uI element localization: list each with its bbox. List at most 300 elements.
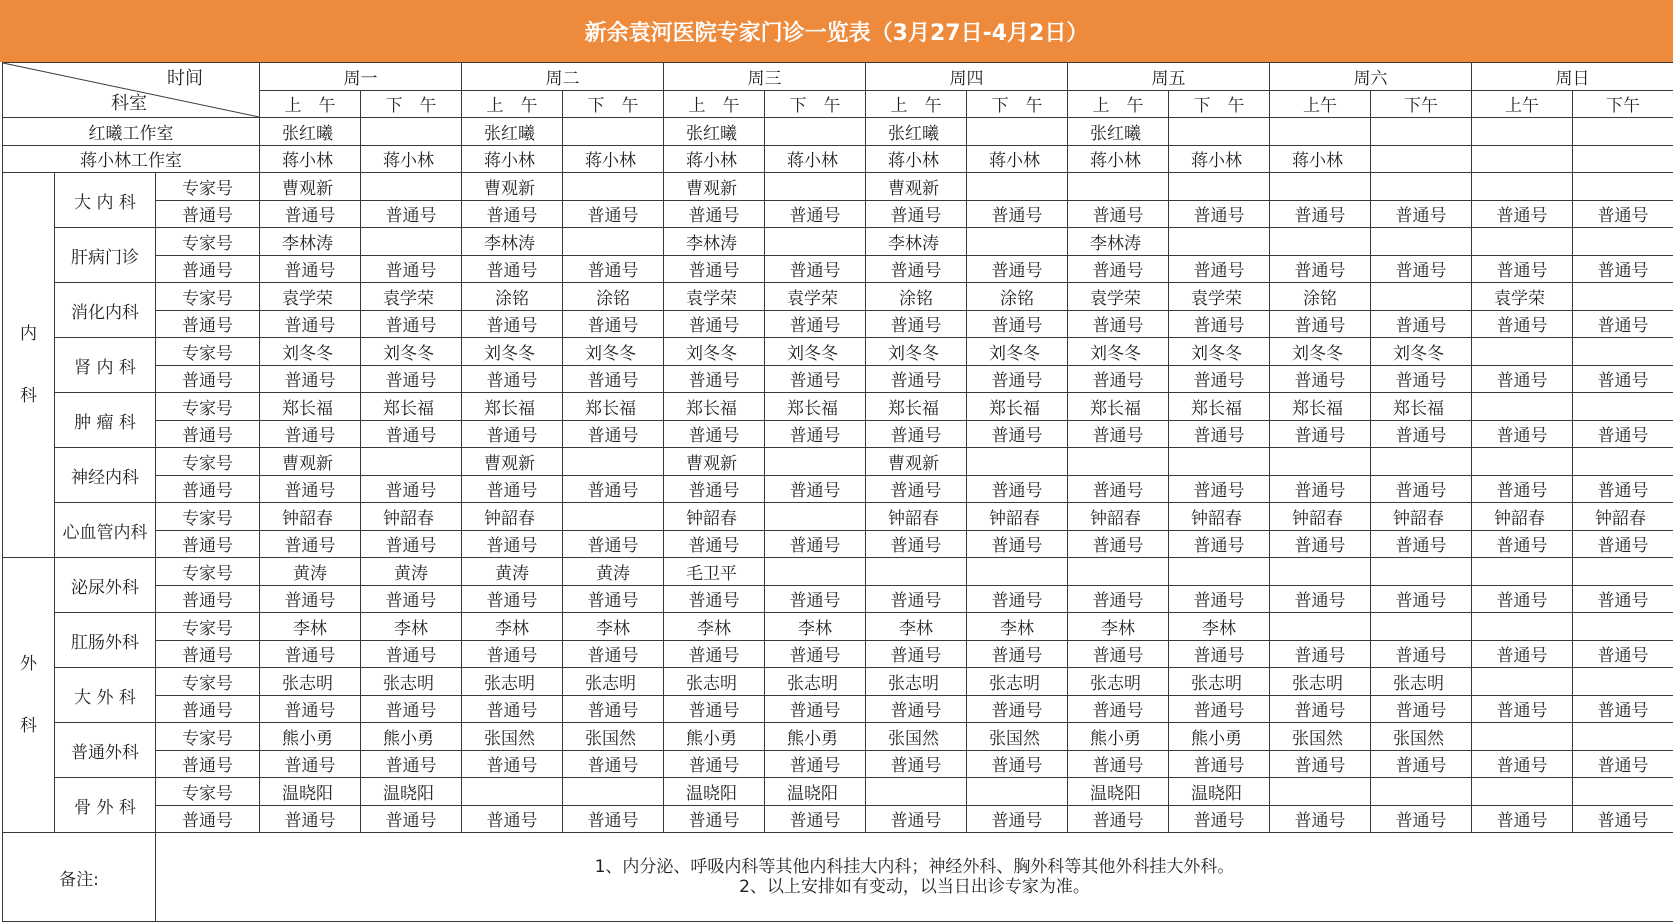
schedule-cell: 钟韶春 bbox=[1169, 503, 1270, 531]
schedule-cell: 普通号 bbox=[563, 475, 664, 503]
ticket-type: 普通号 bbox=[156, 585, 260, 613]
schedule-cell bbox=[967, 173, 1068, 201]
schedule-row bbox=[3, 668, 1673, 696]
schedule-cell bbox=[1573, 778, 1673, 806]
schedule-cell bbox=[1169, 118, 1270, 146]
schedule-cell: 普通号 bbox=[1371, 420, 1472, 448]
schedule-cell: 温晓阳 bbox=[260, 778, 361, 806]
schedule-row bbox=[3, 255, 1673, 283]
ticket-type: 普通号 bbox=[156, 750, 260, 778]
schedule-cell: 钟韶春 bbox=[664, 503, 765, 531]
pm-header: 下 午 bbox=[765, 90, 866, 118]
ticket-type: 专家号 bbox=[156, 228, 260, 256]
schedule-cell: 曹观新 bbox=[866, 448, 967, 476]
schedule-cell bbox=[1472, 448, 1573, 476]
schedule-table bbox=[2, 62, 1673, 922]
schedule-cell: 郑长福 bbox=[361, 393, 462, 421]
schedule-cell: 李林 bbox=[664, 613, 765, 641]
schedule-cell bbox=[1068, 173, 1169, 201]
group-label-char: 内 bbox=[3, 303, 54, 365]
schedule-cell: 张志明 bbox=[361, 668, 462, 696]
schedule-cell: 普通号 bbox=[260, 475, 361, 503]
ticket-type: 专家号 bbox=[156, 173, 260, 201]
schedule-cell: 普通号 bbox=[664, 310, 765, 338]
schedule-cell: 普通号 bbox=[1270, 695, 1371, 723]
schedule-cell: 普通号 bbox=[1472, 530, 1573, 558]
schedule-cell: 涂铭 bbox=[1270, 283, 1371, 311]
schedule-cell: 普通号 bbox=[866, 420, 967, 448]
schedule-cell: 张红曦 bbox=[260, 118, 361, 146]
dept-name: 大 外 科 bbox=[55, 668, 156, 723]
schedule-cell: 涂铭 bbox=[563, 283, 664, 311]
schedule-cell: 张志明 bbox=[1371, 668, 1472, 696]
schedule-cell: 普通号 bbox=[967, 640, 1068, 668]
schedule-cell: 熊小勇 bbox=[1068, 723, 1169, 751]
schedule-cell: 普通号 bbox=[361, 365, 462, 393]
schedule-cell: 李林 bbox=[1068, 613, 1169, 641]
schedule-cell: 钟韶春 bbox=[1270, 503, 1371, 531]
schedule-cell: 普通号 bbox=[563, 750, 664, 778]
schedule-cell: 张志明 bbox=[1270, 668, 1371, 696]
schedule-cell: 普通号 bbox=[260, 530, 361, 558]
schedule-row bbox=[3, 530, 1673, 558]
schedule-cell bbox=[361, 173, 462, 201]
schedule-cell: 普通号 bbox=[361, 695, 462, 723]
schedule-cell: 普通号 bbox=[1573, 200, 1673, 228]
schedule-cell: 李林 bbox=[765, 613, 866, 641]
schedule-cell: 普通号 bbox=[866, 695, 967, 723]
ticket-type: 专家号 bbox=[156, 668, 260, 696]
schedule-cell: 普通号 bbox=[765, 365, 866, 393]
group-label-char: 科 bbox=[3, 695, 54, 757]
schedule-cell: 张国然 bbox=[1371, 723, 1472, 751]
schedule-cell: 袁学荣 bbox=[1169, 283, 1270, 311]
schedule-cell bbox=[1068, 558, 1169, 586]
schedule-cell: 普通号 bbox=[765, 420, 866, 448]
schedule-cell: 普通号 bbox=[1573, 750, 1673, 778]
schedule-cell: 普通号 bbox=[1068, 310, 1169, 338]
schedule-cell: 普通号 bbox=[1270, 475, 1371, 503]
schedule-cell: 钟韶春 bbox=[1472, 503, 1573, 531]
schedule-cell: 熊小勇 bbox=[664, 723, 765, 751]
schedule-cell: 普通号 bbox=[462, 310, 563, 338]
schedule-cell: 普通号 bbox=[967, 310, 1068, 338]
schedule-cell: 普通号 bbox=[260, 420, 361, 448]
group-label-char: 科 bbox=[3, 365, 54, 427]
schedule-cell: 张国然 bbox=[967, 723, 1068, 751]
schedule-cell: 刘冬冬 bbox=[1169, 338, 1270, 366]
schedule-cell: 普通号 bbox=[1169, 695, 1270, 723]
schedule-cell bbox=[1270, 778, 1371, 806]
schedule-cell: 郑长福 bbox=[1371, 393, 1472, 421]
schedule-cell bbox=[1573, 228, 1673, 256]
schedule-cell: 普通号 bbox=[361, 310, 462, 338]
schedule-cell: 张志明 bbox=[866, 668, 967, 696]
schedule-cell: 蒋小林 bbox=[1169, 145, 1270, 173]
schedule-cell: 普通号 bbox=[563, 310, 664, 338]
schedule-cell bbox=[967, 778, 1068, 806]
schedule-cell: 李林涛 bbox=[866, 228, 967, 256]
day-header-5: 周五 bbox=[1068, 63, 1270, 91]
schedule-cell bbox=[1573, 118, 1673, 146]
schedule-cell: 张国然 bbox=[866, 723, 967, 751]
schedule-cell bbox=[361, 228, 462, 256]
schedule-cell: 普通号 bbox=[462, 585, 563, 613]
schedule-cell bbox=[967, 228, 1068, 256]
schedule-cell: 普通号 bbox=[765, 530, 866, 558]
schedule-cell: 普通号 bbox=[1472, 310, 1573, 338]
schedule-cell: 张红曦 bbox=[664, 118, 765, 146]
schedule-cell: 普通号 bbox=[563, 200, 664, 228]
notes-label: 备注: bbox=[3, 833, 156, 922]
schedule-cell bbox=[765, 558, 866, 586]
schedule-cell: 袁学荣 bbox=[1472, 283, 1573, 311]
schedule-cell: 张国然 bbox=[1270, 723, 1371, 751]
schedule-cell: 普通号 bbox=[1573, 310, 1673, 338]
schedule-cell: 刘冬冬 bbox=[563, 338, 664, 366]
schedule-cell: 普通号 bbox=[1472, 640, 1573, 668]
schedule-cell: 刘冬冬 bbox=[664, 338, 765, 366]
schedule-cell: 普通号 bbox=[866, 310, 967, 338]
dept-name: 神经内科 bbox=[55, 448, 156, 503]
schedule-cell: 钟韶春 bbox=[866, 503, 967, 531]
schedule-cell: 张志明 bbox=[967, 668, 1068, 696]
schedule-cell: 刘冬冬 bbox=[765, 338, 866, 366]
schedule-cell: 普通号 bbox=[1472, 805, 1573, 833]
studio-row bbox=[3, 145, 1673, 173]
group-label bbox=[3, 173, 55, 558]
schedule-cell: 毛卫平 bbox=[664, 558, 765, 586]
schedule-cell: 刘冬冬 bbox=[1371, 338, 1472, 366]
schedule-cell bbox=[1472, 173, 1573, 201]
schedule-cell bbox=[765, 173, 866, 201]
schedule-cell: 黄涛 bbox=[563, 558, 664, 586]
pm-header: 下 午 bbox=[967, 90, 1068, 118]
schedule-cell: 普通号 bbox=[664, 255, 765, 283]
note-line-1: 1、内分泌、呼吸内科等其他内科挂大内科；神经外科、胸外科等其他外科挂大外科。 bbox=[156, 857, 1673, 877]
schedule-row bbox=[3, 805, 1673, 833]
dept-name: 肛肠外科 bbox=[55, 613, 156, 668]
schedule-cell bbox=[765, 228, 866, 256]
schedule-cell: 普通号 bbox=[563, 585, 664, 613]
schedule-cell: 普通号 bbox=[866, 255, 967, 283]
schedule-cell: 李林涛 bbox=[260, 228, 361, 256]
schedule-cell bbox=[1371, 228, 1472, 256]
schedule-cell: 普通号 bbox=[1169, 200, 1270, 228]
corner-header-cell bbox=[3, 63, 260, 118]
schedule-cell: 普通号 bbox=[1270, 420, 1371, 448]
schedule-cell: 郑长福 bbox=[664, 393, 765, 421]
schedule-cell: 蒋小林 bbox=[967, 145, 1068, 173]
ticket-type: 专家号 bbox=[156, 503, 260, 531]
schedule-cell: 普通号 bbox=[1169, 420, 1270, 448]
schedule-cell: 普通号 bbox=[563, 530, 664, 558]
schedule-row bbox=[3, 475, 1673, 503]
am-header: 上午 bbox=[1472, 90, 1573, 118]
schedule-cell: 普通号 bbox=[967, 200, 1068, 228]
schedule-cell: 普通号 bbox=[462, 200, 563, 228]
schedule-cell: 普通号 bbox=[967, 475, 1068, 503]
am-header: 上 午 bbox=[462, 90, 563, 118]
schedule-cell: 普通号 bbox=[1068, 255, 1169, 283]
schedule-cell: 张志明 bbox=[462, 668, 563, 696]
schedule-cell: 普通号 bbox=[563, 420, 664, 448]
schedule-cell bbox=[765, 448, 866, 476]
schedule-cell: 李林涛 bbox=[462, 228, 563, 256]
schedule-cell: 涂铭 bbox=[866, 283, 967, 311]
schedule-cell: 普通号 bbox=[1371, 475, 1472, 503]
schedule-cell: 普通号 bbox=[664, 585, 765, 613]
schedule-cell bbox=[1371, 173, 1472, 201]
schedule-cell: 普通号 bbox=[1472, 475, 1573, 503]
schedule-cell: 普通号 bbox=[260, 255, 361, 283]
schedule-row bbox=[3, 503, 1673, 531]
schedule-cell: 普通号 bbox=[260, 310, 361, 338]
schedule-cell: 普通号 bbox=[361, 805, 462, 833]
pm-header: 下 午 bbox=[1169, 90, 1270, 118]
schedule-cell: 曹观新 bbox=[260, 448, 361, 476]
dept-name: 大 内 科 bbox=[55, 173, 156, 228]
schedule-cell: 普通号 bbox=[1169, 805, 1270, 833]
schedule-cell: 涂铭 bbox=[462, 283, 563, 311]
schedule-cell bbox=[1371, 145, 1472, 173]
schedule-cell: 普通号 bbox=[1573, 695, 1673, 723]
schedule-cell: 刘冬冬 bbox=[967, 338, 1068, 366]
schedule-cell: 郑长福 bbox=[563, 393, 664, 421]
schedule-cell: 普通号 bbox=[866, 585, 967, 613]
schedule-cell: 普通号 bbox=[1472, 365, 1573, 393]
schedule-cell: 熊小勇 bbox=[260, 723, 361, 751]
dept-name: 肾 内 科 bbox=[55, 338, 156, 393]
schedule-cell: 普通号 bbox=[1371, 750, 1472, 778]
schedule-row bbox=[3, 283, 1673, 311]
schedule-cell bbox=[1573, 145, 1673, 173]
schedule-cell: 普通号 bbox=[1068, 420, 1169, 448]
schedule-cell: 普通号 bbox=[1068, 805, 1169, 833]
schedule-cell: 普通号 bbox=[1472, 750, 1573, 778]
schedule-cell: 普通号 bbox=[361, 530, 462, 558]
schedule-cell: 普通号 bbox=[1472, 585, 1573, 613]
schedule-row bbox=[3, 420, 1673, 448]
schedule-cell bbox=[1371, 558, 1472, 586]
schedule-cell: 李林 bbox=[361, 613, 462, 641]
schedule-cell: 李林 bbox=[462, 613, 563, 641]
schedule-cell: 刘冬冬 bbox=[866, 338, 967, 366]
schedule-cell: 普通号 bbox=[1270, 255, 1371, 283]
schedule-cell: 普通号 bbox=[361, 420, 462, 448]
schedule-cell bbox=[563, 173, 664, 201]
ticket-type: 专家号 bbox=[156, 393, 260, 421]
dept-name: 骨 外 科 bbox=[55, 778, 156, 833]
schedule-cell: 普通号 bbox=[967, 255, 1068, 283]
schedule-cell bbox=[1270, 173, 1371, 201]
schedule-cell: 普通号 bbox=[563, 695, 664, 723]
schedule-cell bbox=[1169, 173, 1270, 201]
schedule-cell: 普通号 bbox=[765, 695, 866, 723]
schedule-cell: 普通号 bbox=[664, 640, 765, 668]
schedule-cell: 钟韶春 bbox=[1371, 503, 1472, 531]
schedule-cell: 普通号 bbox=[563, 365, 664, 393]
schedule-cell: 黄涛 bbox=[462, 558, 563, 586]
schedule-cell: 普通号 bbox=[1068, 475, 1169, 503]
schedule-cell bbox=[1371, 613, 1472, 641]
schedule-cell: 普通号 bbox=[260, 750, 361, 778]
schedule-row bbox=[3, 585, 1673, 613]
schedule-cell: 普通号 bbox=[462, 475, 563, 503]
schedule-cell: 涂铭 bbox=[967, 283, 1068, 311]
schedule-cell bbox=[866, 778, 967, 806]
schedule-cell: 普通号 bbox=[1068, 585, 1169, 613]
schedule-cell: 张红曦 bbox=[866, 118, 967, 146]
schedule-cell: 普通号 bbox=[1573, 640, 1673, 668]
schedule-cell bbox=[1270, 613, 1371, 641]
schedule-cell: 普通号 bbox=[664, 695, 765, 723]
pm-header: 下 午 bbox=[563, 90, 664, 118]
schedule-cell: 普通号 bbox=[1573, 420, 1673, 448]
schedule-cell: 曹观新 bbox=[866, 173, 967, 201]
schedule-cell: 普通号 bbox=[462, 420, 563, 448]
dept-name: 肿 瘤 科 bbox=[55, 393, 156, 448]
schedule-cell bbox=[1169, 558, 1270, 586]
schedule-cell: 普通号 bbox=[765, 805, 866, 833]
ticket-type: 专家号 bbox=[156, 448, 260, 476]
schedule-cell bbox=[967, 118, 1068, 146]
schedule-cell: 普通号 bbox=[1270, 750, 1371, 778]
schedule-cell: 普通号 bbox=[1169, 310, 1270, 338]
schedule-cell: 普通号 bbox=[260, 365, 361, 393]
schedule-row bbox=[3, 393, 1673, 421]
schedule-cell: 普通号 bbox=[1270, 310, 1371, 338]
schedule-cell bbox=[361, 448, 462, 476]
schedule-cell bbox=[1371, 778, 1472, 806]
schedule-cell: 普通号 bbox=[260, 200, 361, 228]
schedule-cell: 张志明 bbox=[563, 668, 664, 696]
schedule-cell: 普通号 bbox=[967, 530, 1068, 558]
schedule-cell bbox=[1573, 173, 1673, 201]
schedule-row bbox=[3, 558, 1673, 586]
schedule-cell: 普通号 bbox=[967, 750, 1068, 778]
schedule-cell bbox=[1068, 448, 1169, 476]
schedule-cell: 张志明 bbox=[1068, 668, 1169, 696]
schedule-cell: 普通号 bbox=[866, 805, 967, 833]
schedule-cell bbox=[1472, 228, 1573, 256]
schedule-cell: 温晓阳 bbox=[664, 778, 765, 806]
schedule-cell: 普通号 bbox=[1371, 310, 1472, 338]
schedule-cell bbox=[563, 503, 664, 531]
schedule-cell: 普通号 bbox=[1169, 255, 1270, 283]
ticket-type: 普通号 bbox=[156, 255, 260, 283]
schedule-cell: 普通号 bbox=[260, 640, 361, 668]
schedule-cell bbox=[1472, 393, 1573, 421]
schedule-cell: 普通号 bbox=[664, 475, 765, 503]
schedule-cell: 曹观新 bbox=[664, 173, 765, 201]
ticket-type: 普通号 bbox=[156, 805, 260, 833]
schedule-cell: 普通号 bbox=[765, 475, 866, 503]
schedule-cell: 普通号 bbox=[967, 365, 1068, 393]
schedule-cell: 普通号 bbox=[361, 200, 462, 228]
schedule-cell: 普通号 bbox=[563, 255, 664, 283]
schedule-cell: 熊小勇 bbox=[765, 723, 866, 751]
schedule-cell: 普通号 bbox=[1068, 750, 1169, 778]
schedule-cell: 袁学荣 bbox=[664, 283, 765, 311]
ticket-type: 普通号 bbox=[156, 640, 260, 668]
schedule-cell: 普通号 bbox=[462, 695, 563, 723]
schedule-cell: 普通号 bbox=[664, 805, 765, 833]
schedule-cell: 普通号 bbox=[1371, 200, 1472, 228]
schedule-cell: 普通号 bbox=[967, 585, 1068, 613]
schedule-cell bbox=[1472, 723, 1573, 751]
schedule-cell: 普通号 bbox=[1169, 750, 1270, 778]
schedule-cell bbox=[1371, 283, 1472, 311]
schedule-cell: 黄涛 bbox=[361, 558, 462, 586]
schedule-cell: 普通号 bbox=[866, 475, 967, 503]
schedule-cell: 熊小勇 bbox=[361, 723, 462, 751]
schedule-cell: 普通号 bbox=[967, 695, 1068, 723]
schedule-cell: 李林涛 bbox=[1068, 228, 1169, 256]
schedule-cell bbox=[1472, 118, 1573, 146]
schedule-cell bbox=[1472, 613, 1573, 641]
schedule-cell: 普通号 bbox=[967, 420, 1068, 448]
schedule-cell: 普通号 bbox=[462, 640, 563, 668]
schedule-cell: 熊小勇 bbox=[1169, 723, 1270, 751]
schedule-cell: 曹观新 bbox=[462, 448, 563, 476]
schedule-cell: 普通号 bbox=[462, 805, 563, 833]
schedule-cell bbox=[1371, 448, 1472, 476]
schedule-cell: 张志明 bbox=[1169, 668, 1270, 696]
schedule-cell: 李林 bbox=[1169, 613, 1270, 641]
schedule-cell: 温晓阳 bbox=[361, 778, 462, 806]
schedule-cell: 普通号 bbox=[765, 200, 866, 228]
schedule-cell: 普通号 bbox=[866, 530, 967, 558]
schedule-row bbox=[3, 448, 1673, 476]
schedule-cell: 普通号 bbox=[664, 530, 765, 558]
schedule-cell bbox=[1573, 338, 1673, 366]
day-header-3: 周三 bbox=[664, 63, 866, 91]
schedule-cell: 李林 bbox=[563, 613, 664, 641]
schedule-cell: 普通号 bbox=[1472, 420, 1573, 448]
schedule-cell: 普通号 bbox=[563, 640, 664, 668]
dept-name: 普通外科 bbox=[55, 723, 156, 778]
schedule-cell: 普通号 bbox=[664, 420, 765, 448]
schedule-row bbox=[3, 200, 1673, 228]
schedule-cell bbox=[967, 448, 1068, 476]
schedule-cell bbox=[765, 503, 866, 531]
group-label-char: 外 bbox=[3, 633, 54, 695]
schedule-cell: 普通号 bbox=[1573, 805, 1673, 833]
schedule-cell: 郑长福 bbox=[462, 393, 563, 421]
schedule-cell bbox=[1169, 448, 1270, 476]
schedule-cell bbox=[1472, 668, 1573, 696]
schedule-cell: 普通号 bbox=[1371, 255, 1472, 283]
schedule-cell: 普通号 bbox=[1068, 530, 1169, 558]
schedule-cell: 郑长福 bbox=[765, 393, 866, 421]
schedule-cell: 蒋小林 bbox=[866, 145, 967, 173]
ticket-type: 普通号 bbox=[156, 695, 260, 723]
schedule-cell: 曹观新 bbox=[260, 173, 361, 201]
ticket-type: 专家号 bbox=[156, 558, 260, 586]
ticket-type: 普通号 bbox=[156, 310, 260, 338]
schedule-cell: 刘冬冬 bbox=[260, 338, 361, 366]
schedule-cell: 温晓阳 bbox=[1068, 778, 1169, 806]
schedule-cell: 普通号 bbox=[361, 255, 462, 283]
schedule-row bbox=[3, 640, 1673, 668]
schedule-cell: 普通号 bbox=[1270, 365, 1371, 393]
day-header-7: 周日 bbox=[1472, 63, 1673, 91]
schedule-cell bbox=[1472, 558, 1573, 586]
schedule-cell: 郑长福 bbox=[260, 393, 361, 421]
schedule-cell: 郑长福 bbox=[1270, 393, 1371, 421]
schedule-cell: 张志明 bbox=[664, 668, 765, 696]
